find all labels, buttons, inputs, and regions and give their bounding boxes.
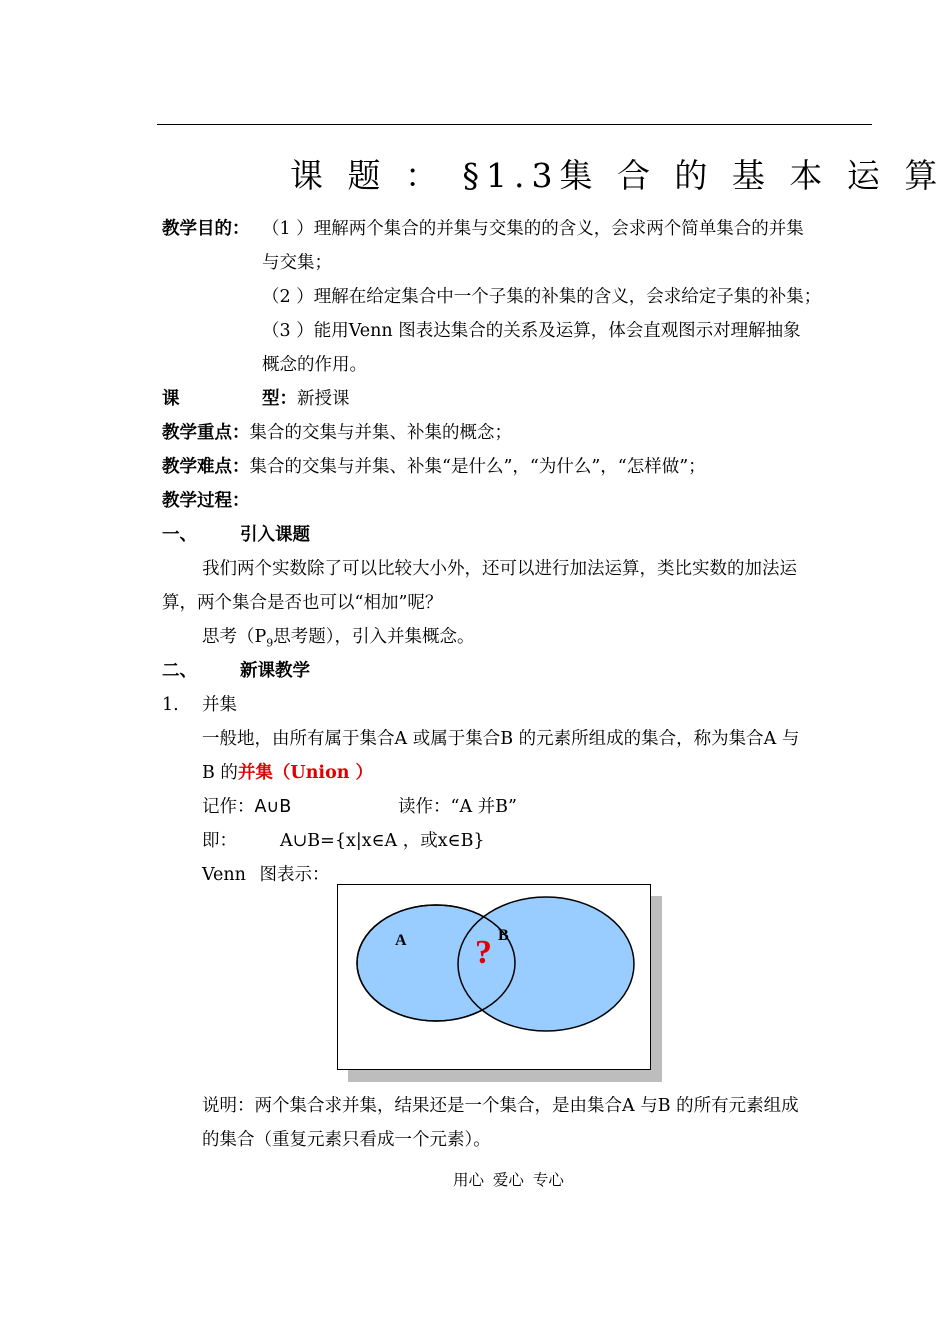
notation-value: A∪B xyxy=(254,797,292,817)
objective-3-line1: （3 ）能用Venn 图表达集合的关系及运算，体会直观图示对理解抽象 xyxy=(262,321,801,341)
section1-think xyxy=(202,627,475,654)
union-term: 并集（Union ） xyxy=(237,763,374,783)
notation-line xyxy=(202,797,291,817)
lesson-type-value: 新授课 xyxy=(297,389,350,409)
think-text-b: 思考题），引入并集概念。 xyxy=(273,627,475,647)
section1-number: 一、 xyxy=(162,525,197,545)
section2-number: 二、 xyxy=(162,661,197,681)
lesson-type-label-a: 课 xyxy=(162,389,180,409)
venn-frame xyxy=(337,884,651,1070)
notation-label: 记作： xyxy=(202,797,255,817)
venn-svg xyxy=(338,885,650,1069)
difficulties-line xyxy=(162,457,706,477)
lesson-type-label-b xyxy=(262,389,350,409)
section1-heading: 引入课题 xyxy=(240,525,310,545)
ie-value: A∪B={x|x∈A ，或x∈B} xyxy=(280,831,485,851)
page-title: 课 题 ： §1.3集 合 的 基 本 运 算 xyxy=(290,156,945,195)
key-points-value: 集合的交集与并集、补集的概念； xyxy=(249,423,512,443)
objective-3-line2: 概念的作用。 xyxy=(262,355,367,375)
set-a-label: A xyxy=(395,932,407,949)
objective-1-line1: （1 ）理解两个集合的并集与交集的的含义，会求两个简单集合的并集 xyxy=(262,219,804,239)
set-b-label: B xyxy=(498,927,509,944)
union-def-line2-text: B 的 xyxy=(202,763,238,783)
think-text-a: 思考（P xyxy=(202,627,267,647)
key-points-label: 教学重点： xyxy=(162,423,250,443)
process-label: 教学过程： xyxy=(162,491,250,511)
section1-para-line2: 算，两个集合是否也可以“相加”呢？ xyxy=(162,593,443,613)
reading-value: “A 并B” xyxy=(450,797,517,817)
explain-line2: 的集合（重复元素只看成一个元素）。 xyxy=(202,1130,491,1150)
ie-label: 即： xyxy=(202,831,237,851)
lesson-type-label-b-text: 型： xyxy=(262,389,297,409)
venn-label: Venn 图表示： xyxy=(202,865,330,885)
objective-2: （2 ）理解在给定集合中一个子集的补集的含义，会求给定子集的补集； xyxy=(262,287,822,307)
section1-para-line1: 我们两个实数除了可以比较大小外，还可以进行加法运算，类比实数的加法运 xyxy=(202,559,797,579)
union-def-line1: 一般地，由所有属于集合A 或属于集合B 的元素所组成的集合，称为集合A 与 xyxy=(202,729,800,749)
header-rule xyxy=(157,124,872,125)
difficulties-label: 教学难点： xyxy=(162,457,250,477)
section2-heading: 新课教学 xyxy=(240,661,310,681)
union-def-line2 xyxy=(202,763,373,783)
question-mark: ? xyxy=(475,934,492,971)
item1-title: 并集 xyxy=(202,695,237,715)
item1-number: 1. xyxy=(162,695,179,715)
think-subscript: 9 xyxy=(266,636,274,650)
reading-label: 读作： xyxy=(398,797,451,817)
page-footer: 用心 爱心 专心 xyxy=(453,1171,564,1189)
difficulties-value: 集合的交集与并集、补集“是什么”，“为什么”，“怎样做”； xyxy=(249,457,706,477)
objectives-label: 教学目的： xyxy=(162,219,250,239)
explain-line1: 说明：两个集合求并集，结果还是一个集合，是由集合A 与B 的所有元素组成 xyxy=(202,1096,799,1116)
objective-1-line2: 与交集； xyxy=(262,253,332,273)
key-points-line xyxy=(162,423,512,443)
reading-line xyxy=(398,797,517,817)
